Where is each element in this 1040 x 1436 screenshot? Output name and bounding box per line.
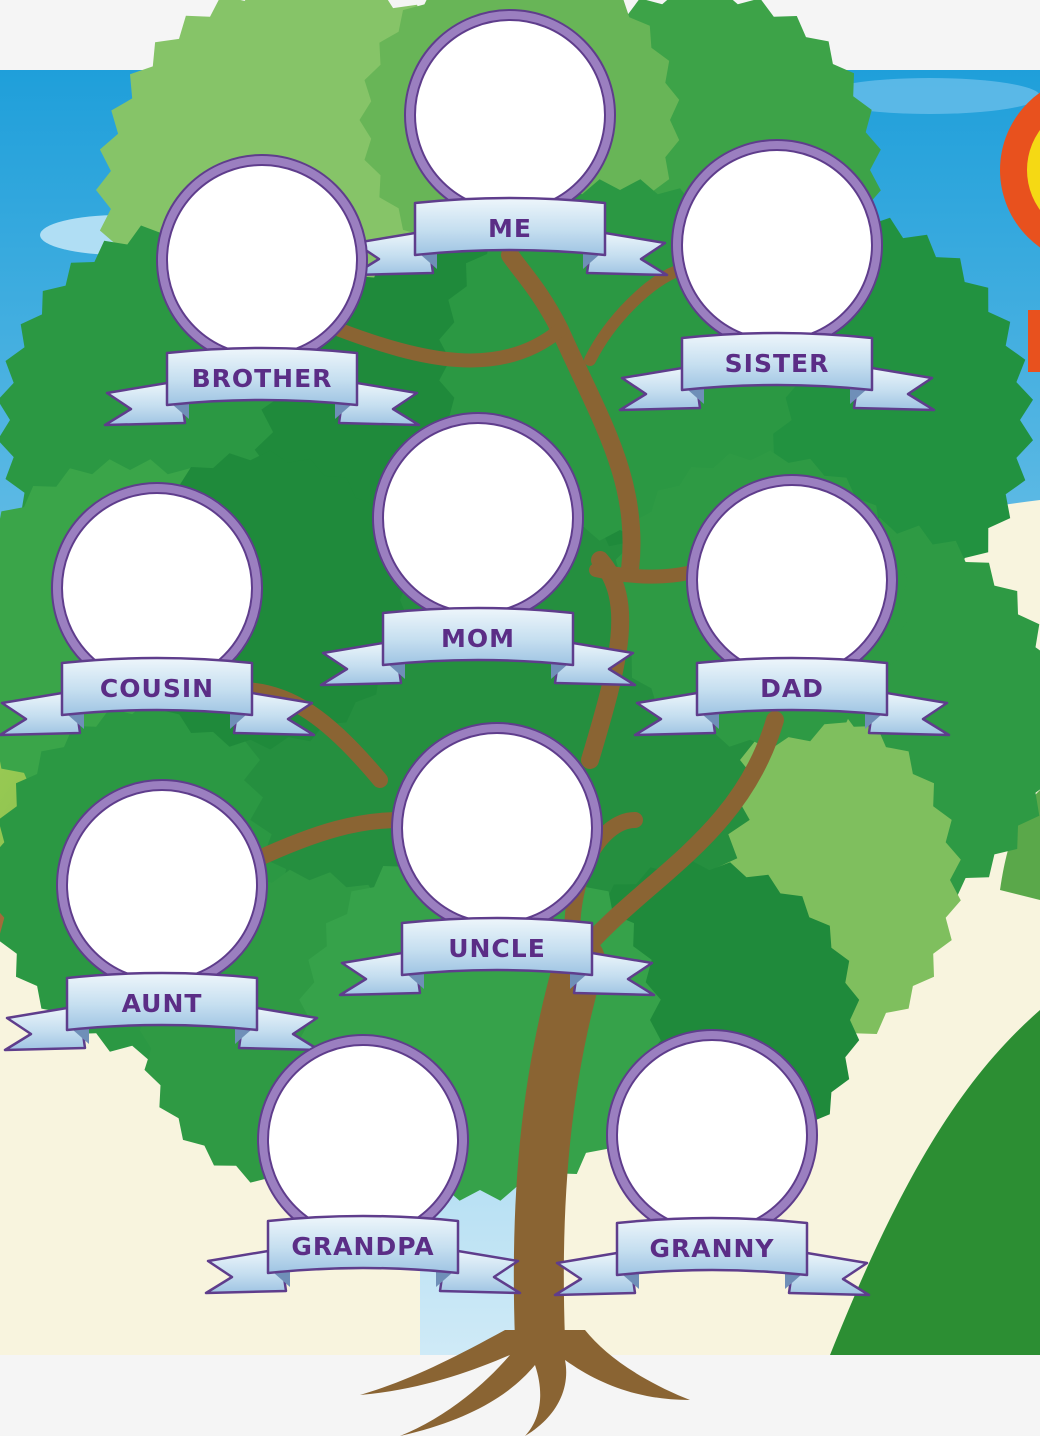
member-label: UNCLE: [448, 934, 546, 963]
portrait-photo-slot[interactable]: [682, 150, 872, 340]
portrait-photo-slot[interactable]: [62, 493, 252, 683]
member-label: BROTHER: [191, 364, 333, 393]
member-label: AUNT: [121, 989, 203, 1018]
member-label: GRANDPA: [291, 1232, 435, 1261]
portrait-photo-slot[interactable]: [67, 790, 257, 980]
member-label: ME: [488, 214, 532, 243]
portrait-photo-slot[interactable]: [697, 485, 887, 675]
portrait-photo-slot[interactable]: [402, 733, 592, 923]
portrait-photo-slot[interactable]: [167, 165, 357, 355]
member-label: COUSIN: [99, 674, 215, 703]
member-label: MOM: [440, 624, 516, 653]
member-label: SISTER: [724, 349, 830, 378]
portrait-photo-slot[interactable]: [383, 423, 573, 613]
portrait-photo-slot[interactable]: [617, 1040, 807, 1230]
badge-letter-fragment: [1028, 310, 1040, 372]
member-label: DAD: [760, 674, 824, 703]
portrait-photo-slot[interactable]: [415, 20, 605, 210]
portrait-photo-slot[interactable]: [268, 1045, 458, 1235]
member-label: GRANNY: [649, 1234, 775, 1263]
